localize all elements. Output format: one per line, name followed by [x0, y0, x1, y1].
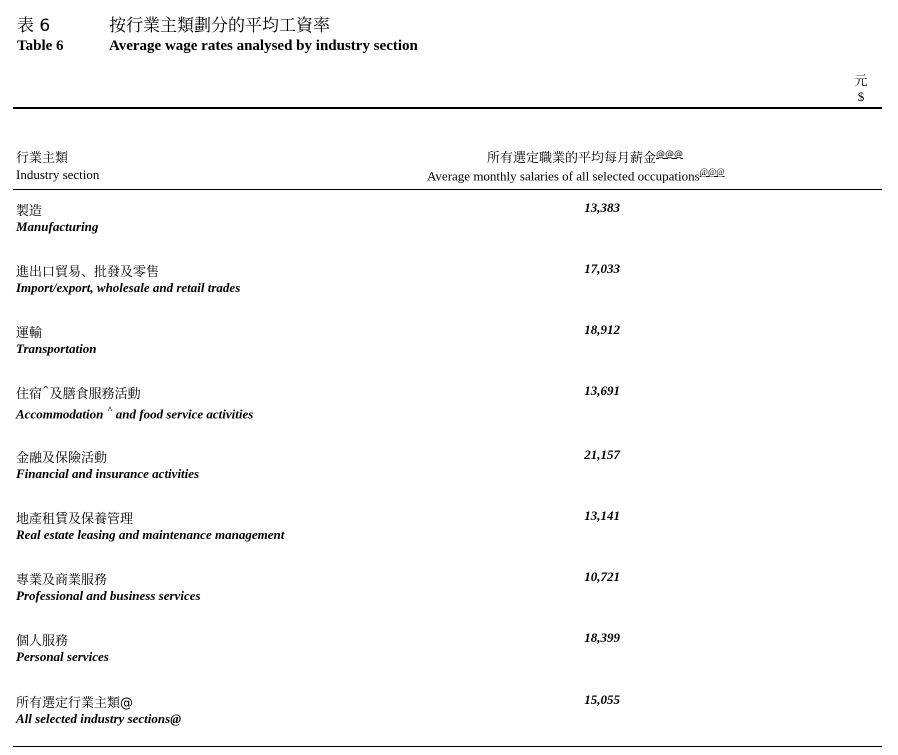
caret-marker: ^ — [42, 385, 50, 396]
column-header-industry-en: Industry section — [16, 167, 100, 182]
row-industry-en: Professional and business services — [16, 588, 201, 603]
row-industry-en: Transportation — [16, 341, 97, 356]
row-industry-en: Financial and insurance activities — [16, 466, 200, 481]
footnote-marker: @@@ — [699, 167, 725, 177]
row-industry-zh: 金融及保險活動 — [16, 451, 108, 466]
row-salary-value: 10,721 — [584, 569, 620, 584]
unit-en: $ — [857, 89, 865, 104]
column-header-salary-zh: 所有選定職業的平均每月薪金@@@ — [487, 149, 684, 166]
row-industry-zh: 運輸 — [16, 326, 43, 341]
row-industry-zh: 製造 — [16, 204, 43, 219]
bottom-rule — [13, 746, 882, 747]
row-industry-en: Manufacturing — [16, 219, 99, 234]
row-industry-zh: 專業及商業服務 — [16, 573, 108, 588]
row-salary-value: 13,141 — [584, 508, 620, 523]
row-industry-zh: 進出口貿易、批發及零售 — [16, 265, 160, 280]
row-salary-value: 18,912 — [584, 322, 620, 337]
unit-zh: 元 — [854, 74, 868, 89]
row-salary-value: 13,383 — [584, 200, 620, 215]
caret-marker: ^ — [107, 405, 113, 415]
row-salary-value: 15,055 — [584, 692, 620, 707]
row-industry-zh: 地產租賃及保養管理 — [16, 512, 134, 527]
table-number-zh: 表 6 — [17, 16, 51, 36]
row-industry-en: Personal services — [16, 649, 109, 664]
top-rule — [13, 107, 882, 109]
row-industry-en: Real estate leasing and maintenance management — [16, 527, 285, 542]
column-header-industry-zh: 行業主類 — [16, 151, 69, 166]
header-rule — [13, 189, 882, 190]
row-industry-en: Accommodation ^ and food service activities — [16, 405, 254, 422]
table-title-en: Average wage rates analysed by industry section — [109, 38, 418, 54]
row-salary-value: 21,157 — [584, 447, 620, 462]
row-industry-en: All selected industry sections@ — [16, 711, 182, 726]
row-salary-value: 13,691 — [584, 383, 620, 398]
row-salary-value: 18,399 — [584, 630, 620, 645]
footnote-marker: @@@ — [656, 149, 684, 160]
row-industry-zh: 住宿^及膳食服務活動 — [16, 385, 141, 402]
row-industry-zh: 所有選定行業主類@ — [16, 696, 134, 711]
column-header-salary-en: Average monthly salaries of all selected occupations@@@ — [427, 167, 725, 184]
row-salary-value: 17,033 — [584, 261, 620, 276]
row-industry-en: Import/export, wholesale and retail trades — [16, 280, 241, 295]
table-number-en: Table 6 — [17, 38, 64, 54]
table-title-zh: 按行業主類劃分的平均工資率 — [109, 16, 330, 36]
row-industry-zh: 個人服務 — [16, 634, 69, 649]
